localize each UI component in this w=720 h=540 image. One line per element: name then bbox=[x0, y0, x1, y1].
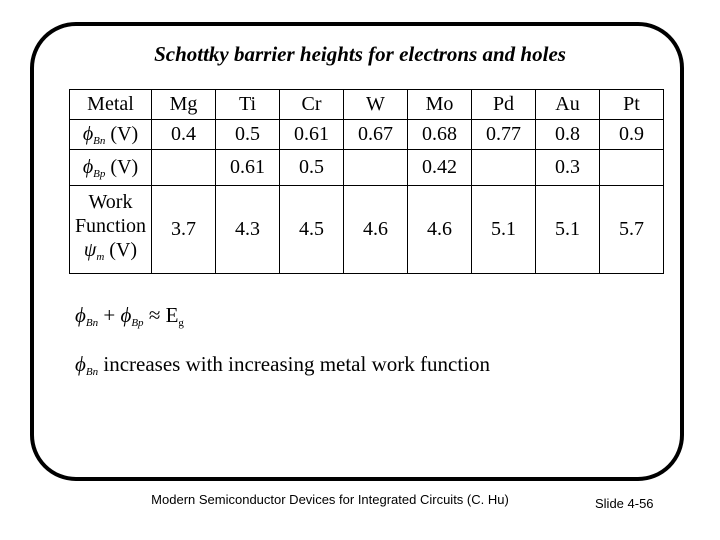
row-label-phi-bn bbox=[70, 120, 152, 150]
table-row-phi-bn bbox=[70, 120, 664, 150]
subscript: Bp bbox=[93, 167, 106, 180]
statement-text: increases with increasing metal work function bbox=[98, 352, 490, 376]
subscript: Bn bbox=[85, 317, 99, 329]
label-line bbox=[70, 238, 151, 269]
slide-title: Schottky barrier heights for electrons and holes bbox=[154, 42, 566, 66]
table-cell: 0.67 bbox=[344, 120, 408, 150]
barrier-sum-equation bbox=[75, 303, 184, 329]
table-cell: 0.8 bbox=[536, 120, 600, 150]
footer-citation: Modern Semiconductor Devices for Integrated Circuits (C. Hu) bbox=[151, 492, 509, 507]
subscript: Bn bbox=[93, 134, 106, 147]
plus-sign: + bbox=[98, 303, 121, 327]
approx-eg: ≈ E bbox=[143, 303, 179, 327]
table-cell bbox=[344, 150, 408, 186]
table-cell: 5.7 bbox=[600, 186, 664, 274]
unit: (V) bbox=[110, 122, 139, 145]
unit: (V) bbox=[109, 239, 138, 261]
phi-symbol: ϕ bbox=[75, 352, 86, 376]
header-cell: Ti bbox=[216, 90, 280, 120]
table-cell: 5.1 bbox=[536, 186, 600, 274]
table-cell: 0.68 bbox=[408, 120, 472, 150]
table-row-work-function bbox=[70, 186, 664, 274]
table-cell: 3.7 bbox=[152, 186, 216, 274]
table-cell: 0.4 bbox=[152, 120, 216, 150]
subscript: Bn bbox=[85, 366, 99, 378]
header-cell: W bbox=[344, 90, 408, 120]
header-cell: Mg bbox=[152, 90, 216, 120]
header-cell: Au bbox=[536, 90, 600, 120]
table-cell bbox=[600, 150, 664, 186]
header-cell: Pd bbox=[472, 90, 536, 120]
table-cell: 4.6 bbox=[408, 186, 472, 274]
barrier-height-table bbox=[69, 89, 664, 274]
label-line: Work bbox=[88, 191, 133, 213]
table-cell bbox=[152, 150, 216, 186]
table-cell: 0.3 bbox=[536, 150, 600, 186]
table-cell: 0.5 bbox=[216, 120, 280, 150]
row-label-work-function bbox=[70, 186, 152, 274]
table-cell: 0.9 bbox=[600, 120, 664, 150]
header-cell: Metal bbox=[70, 90, 152, 120]
table-cell: 0.61 bbox=[216, 150, 280, 186]
table-cell: 5.1 bbox=[472, 186, 536, 274]
table-cell: 0.42 bbox=[408, 150, 472, 186]
table-cell: 0.77 bbox=[472, 120, 536, 150]
phi-symbol: ϕ bbox=[82, 122, 94, 145]
table-header-row bbox=[70, 90, 664, 120]
slide-number: Slide 4-56 bbox=[595, 496, 654, 511]
row-label-phi-bp bbox=[70, 150, 152, 186]
header-cell: Cr bbox=[280, 90, 344, 120]
header-cell: Pt bbox=[600, 90, 664, 120]
subscript: m bbox=[96, 251, 105, 263]
work-function-statement bbox=[75, 352, 490, 378]
unit: (V) bbox=[110, 155, 139, 178]
table-row-phi-bp bbox=[70, 150, 664, 186]
table-cell: 0.5 bbox=[280, 150, 344, 186]
phi-symbol: ϕ bbox=[82, 155, 94, 178]
table-cell: 4.3 bbox=[216, 186, 280, 274]
table-cell: 4.5 bbox=[280, 186, 344, 274]
header-cell: Mo bbox=[408, 90, 472, 120]
subscript: g bbox=[178, 317, 184, 329]
table-cell bbox=[472, 150, 536, 186]
table-cell: 4.6 bbox=[344, 186, 408, 274]
phi-symbol: ϕ bbox=[75, 303, 86, 327]
phi-symbol: ϕ bbox=[120, 303, 132, 327]
label-line: Function bbox=[74, 215, 147, 237]
table-cell: 0.61 bbox=[280, 120, 344, 150]
psi-symbol: ψ bbox=[83, 239, 97, 261]
subscript: Bp bbox=[131, 317, 144, 329]
